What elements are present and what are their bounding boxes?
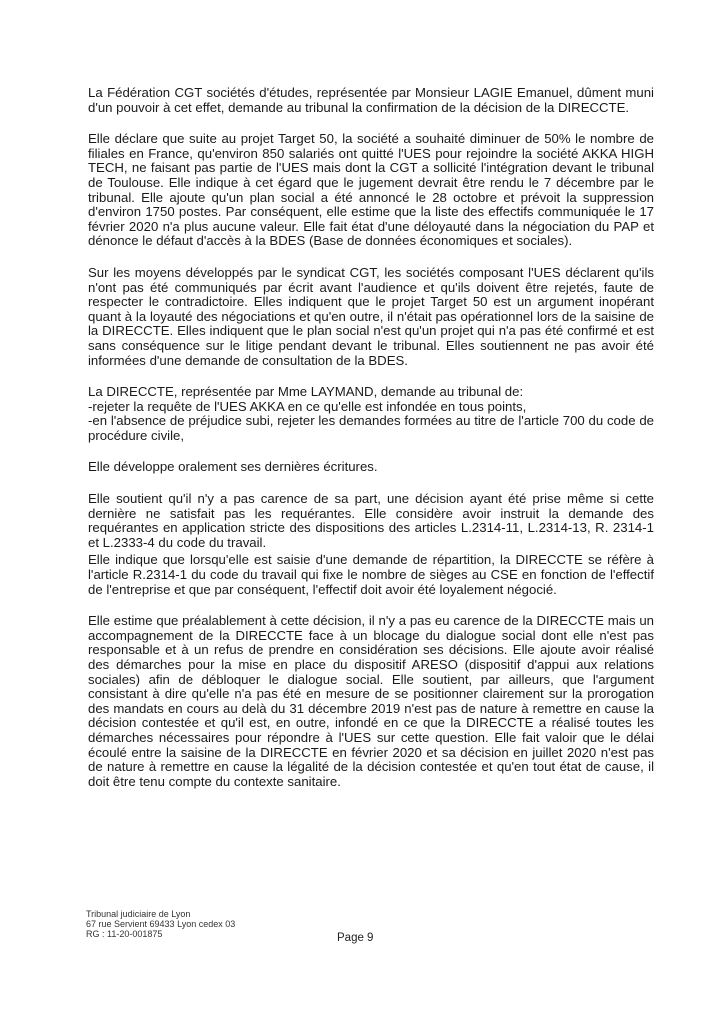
footer-court-address: 67 rue Servient 69433 Lyon cedex 03 [86, 919, 236, 929]
paragraph-ues-response: Sur les moyens développés par le syndicat CGT, les sociétés composant l'UES déclarent qu'ils n'ont pas été communiqués par écrit avant l'audience et qu'ils doivent être rejetés, faute de respecter le contradictoire. Elles indiquent que le projet Target 50 est un argument inopérant quant à la loyauté des négociations et qu'en outre, il n'était pas opérationnel lors de la saisine de la DIRECCTE. Elles indiquent que le plan social n'est qu'un projet qui n'a pas été confirmé et est sans conséquence sur le litige pendant devant le tribunal. Elles soutiennent ne pas avoir été informées d'une demande de consultation de la BDES. [88, 264, 654, 368]
direccte-request-item-2: -en l'absence de préjudice subi, rejeter les demandes formées au titre de l'article 700 du code de procédure civile, [88, 413, 654, 443]
footer-rg-number: RG : 11-20-001875 [86, 929, 163, 939]
paragraph-oral-writings: Elle développe oralement ses dernières écritures. [88, 459, 378, 475]
page-number: Page 9 [337, 932, 374, 944]
paragraph-direccte-requests [88, 385, 654, 443]
paragraph-accompaniment: Elle estime que préalablement à cette décision, il n'y a pas eu carence de la DIRECCTE mais un accompagnement de la DIRECCTE face à un blocage du dialogue social dont elle n'est pas responsable et à un refus de prendre en considération ses décisions. Elle ajoute avoir réalisé des démarches pour la mise en place du dispositif ARESO (dispositif d'appui aux relations sociales) afin de débloquer le dialogue social. Elle soutient, par ailleurs, que l'argument consistant à dire qu'elle n'a pas été en mesure de se positionner clairement sur la prorogation des mandats en cours au delà du 31 décembre 2019 n'est pas de nature à remettre en cause la décision contestée et qu'il est, en outre, infondé en ce que la DIRECCTE a réalisé toutes les démarches nécessaires pour répondre à l'UES sur cette question. Elle fait valoir que le délai écoulé entre la saisine de la DIRECCTE en février 2020 et sa décision en juillet 2020 n'est pas de nature à remettre en cause la légalité de la décision contestée et qu'en tout état de cause, il doit être tenu compte du contexte sanitaire. [88, 613, 654, 789]
footer-court-info [86, 909, 235, 939]
paragraph-no-carence: Elle soutient qu'il n'y a pas carence de sa part, une décision ayant été prise même si cette dernière ne satisfait pas les requérantes. Elle considère avoir instruit la demande des requérantes en application stricte des dispositions des articles L.2314-11, L.2314-13, R. 2314-1 et L.2333-4 du code du travail. [88, 491, 654, 550]
paragraph-target-50: Elle déclare que suite au projet Target 50, la société a souhaité diminuer de 50% le nombre de filiales en France, qu'environ 850 salariés ont quitté l'UES pour rejoindre la société AKKA HIGH TECH, ne faisant pas partie de l'UES mais dont la CGT a sollicité l'intégration devant le tribunal de Toulouse. Elle indique à cet égard que le jugement devrait être rendu le 7 décembre par le tribunal. Elle ajoute qu'un plan social a été annoncé le 28 octobre et prévoit la suppression d'environ 1750 postes. Par conséquent, elle estime que la liste des effectifs communiquée le 17 février 2020 n'a plus aucune valeur. Elle fait état d'une déloyauté dans la négociation du PAP et dénonce le défaut d'accès à la BDES (Base de données économiques et sociales). [88, 131, 654, 249]
direccte-request-intro: La DIRECCTE, représentée par Mme LAYMAND, demande au tribunal de: [88, 384, 524, 400]
paragraph-repartition: Elle indique que lorsqu'elle est saisie d'une demande de répartition, la DIRECCTE se réfère à l'article R.2314-1 du code du travail qui fixe le nombre de sièges au CSE en fonction de l'effectif de l'entreprise et que par conséquent, l'effectif doit avoir été loyalement négocié. [88, 552, 654, 597]
footer-court-name: Tribunal judiciaire de Lyon [86, 909, 191, 919]
paragraph-cgt-federation: La Fédération CGT sociétés d'études, représentée par Monsieur LAGIE Emanuel, dûment muni d'un pouvoir à cet effet, demande au tribunal la confirmation de la décision de la DIRECCTE. [88, 85, 654, 115]
direccte-request-item-1: -rejeter la requête de l'UES AKKA en ce qu'elle est infondée en tous points, [88, 398, 527, 414]
